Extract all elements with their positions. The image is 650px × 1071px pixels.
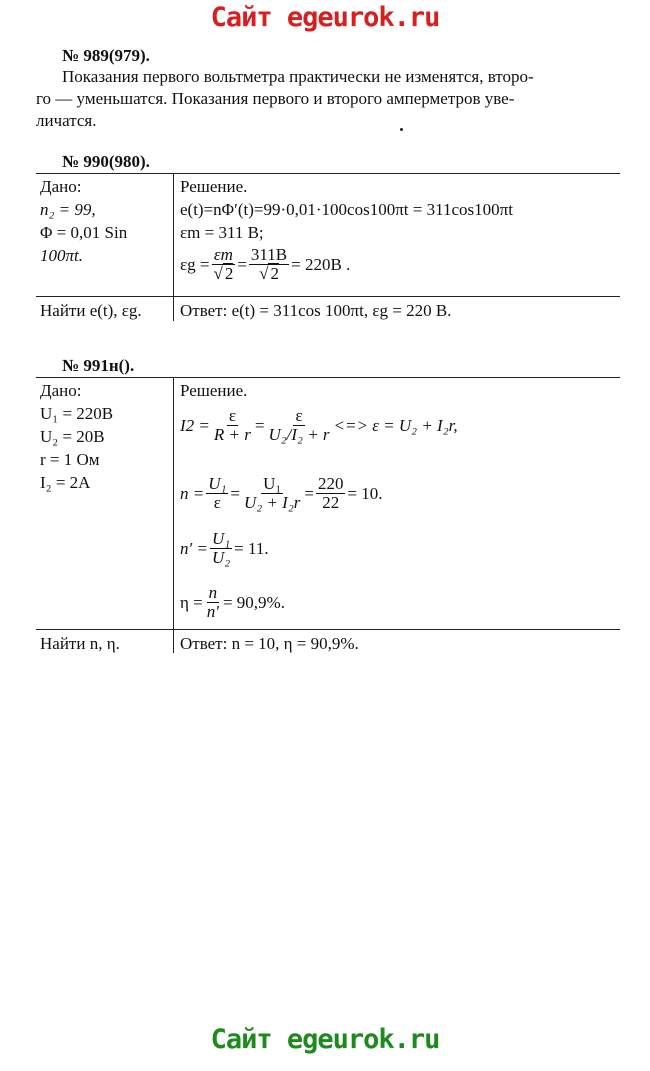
numerator: U₁ <box>211 529 231 548</box>
fraction <box>206 475 228 512</box>
table-990-divider <box>173 173 174 321</box>
fraction <box>211 246 235 283</box>
scan-speck <box>400 128 403 131</box>
table-991-top-rule <box>36 377 620 378</box>
solution-label: Решение. <box>180 177 248 196</box>
denominator: U₂ + I₂r <box>244 493 301 512</box>
fraction <box>212 407 253 444</box>
numerator: ε <box>228 406 236 425</box>
equation-part: <=> ε = U₂ + I₂r, <box>333 415 458 435</box>
site-banner-text: Сайт egeurok.ru <box>210 1024 440 1055</box>
numerator: U₁ <box>208 474 227 493</box>
denominator: ε <box>213 493 221 512</box>
given-item: 100πt. <box>40 246 83 265</box>
given-item: Φ = 0,01 Sin <box>40 223 128 242</box>
equation-line: εm = 311 В; <box>180 223 264 242</box>
problem-989-number: № 989(979). <box>62 46 150 65</box>
equation-part: = 10. <box>347 483 383 503</box>
equation-line: e(t)=nΦ′(t)=99·0,01·100cos100πt = 311cos100πt <box>180 200 513 219</box>
given-item: r = 1 Ом <box>40 450 100 469</box>
equation-part: = 11. <box>234 538 269 558</box>
fraction <box>242 475 302 512</box>
equation-part: n = <box>180 483 205 503</box>
equation-line <box>180 475 383 512</box>
sqrt-sign <box>213 264 222 283</box>
answer: Ответ: n = 10, η = 90,9%. <box>180 634 359 653</box>
table-991-divider <box>173 377 174 653</box>
numerator: 220 <box>317 474 344 493</box>
problem-989-line-1: Показания первого вольтметра практически не изменятся, второ- <box>62 67 534 86</box>
equation-line <box>180 246 350 283</box>
given-item: U₁ = 220В <box>40 404 114 423</box>
answer: Ответ: e(t) = 311cos 100πt, εg = 220 В. <box>180 301 452 320</box>
equation-part: εg = <box>180 254 210 274</box>
fraction <box>316 475 346 512</box>
equation-line <box>180 530 269 567</box>
fraction <box>205 584 221 621</box>
fraction <box>266 407 331 444</box>
numerator: ε <box>295 406 303 425</box>
equation-part: n′ = <box>180 538 208 558</box>
problem-990-number: № 990(980). <box>62 152 150 171</box>
equation-part: I2 = <box>180 415 210 435</box>
denominator: 2 <box>224 264 234 283</box>
problem-989-line-3: личатся. <box>36 111 97 130</box>
given-item: U₂ = 20В <box>40 427 105 446</box>
numerator: εm <box>213 245 233 264</box>
denominator: U₂ <box>211 548 231 567</box>
equation-line <box>180 407 458 444</box>
denominator: R + r <box>213 425 251 444</box>
table-990-top-rule <box>36 173 620 174</box>
find-label: Найти e(t), εg. <box>40 301 142 320</box>
numerator: U₁ <box>263 474 282 493</box>
given-label: Дано: <box>40 381 82 400</box>
problem-989-line-2: го — уменьшатся. Показания первого и второго амперметров уве- <box>36 89 515 108</box>
numerator: n <box>208 583 218 602</box>
equation-line <box>180 584 285 621</box>
given-item: n₂ = 99, <box>40 200 96 219</box>
denominator: n′ <box>206 602 219 621</box>
solution-label: Решение. <box>180 381 248 400</box>
denominator: U₂/I₂ + r <box>268 425 330 444</box>
table-991-mid-rule <box>36 629 620 630</box>
site-banner-text: Сайт egeurok.ru <box>210 2 440 33</box>
equation-part: η = <box>180 592 203 612</box>
table-990-mid-rule <box>36 296 620 297</box>
equals-sign: = <box>304 483 314 503</box>
problem-991-number: № 991н(). <box>62 356 135 375</box>
equation-part: = 220В . <box>291 254 351 274</box>
denominator: 22 <box>322 493 340 512</box>
numerator: 311В <box>250 245 288 264</box>
site-banner-bottom <box>0 1024 650 1055</box>
equals-sign: = <box>237 254 247 274</box>
given-item: I₂ = 2A <box>40 473 91 492</box>
equals-sign: = <box>254 415 265 435</box>
fraction <box>210 530 232 567</box>
equals-sign: = <box>230 483 241 503</box>
denominator: 2 <box>270 264 279 283</box>
given-label: Дано: <box>40 177 82 196</box>
site-banner-top <box>0 2 650 33</box>
equation-part: = 90,9%. <box>222 592 285 612</box>
find-label: Найти n, η. <box>40 634 120 653</box>
fraction <box>249 246 289 283</box>
